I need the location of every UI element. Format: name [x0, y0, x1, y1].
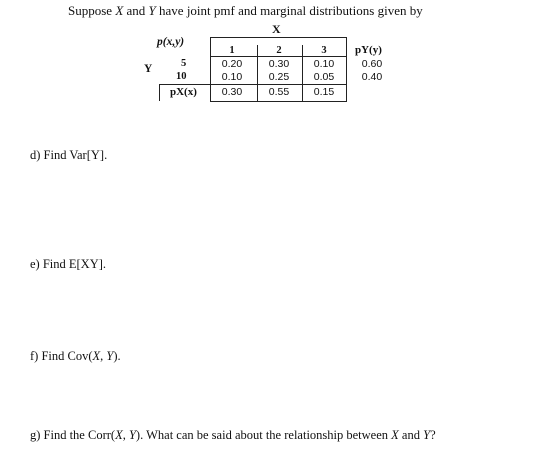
question-e: e) Find E[XY].	[30, 257, 107, 271]
intro-var-y: Y	[148, 3, 156, 18]
table-rule	[257, 45, 258, 102]
y-variable-label: Y	[144, 63, 153, 75]
question-f-sep: ,	[100, 349, 107, 363]
question-g-end: ?	[430, 428, 436, 442]
question-g-prefix: g) Find the Corr(	[30, 428, 116, 442]
question-g-var-x2: X	[391, 428, 399, 442]
question-f-var-y: Y	[106, 349, 114, 363]
table-rule	[211, 101, 346, 102]
intro-suffix: have joint pmf and marginal distributions given by	[155, 3, 423, 18]
question-f-prefix: f) Find Cov(	[30, 349, 93, 363]
px-cell: 0.15	[313, 86, 335, 98]
table-rule	[211, 56, 346, 57]
intro-mid: and	[123, 3, 149, 18]
table-rule	[346, 37, 347, 102]
question-g-var-y: Y	[128, 428, 136, 442]
px-row-label: pX(x)	[170, 86, 197, 98]
table-cell: 0.20	[221, 58, 243, 70]
py-header: pY(y)	[355, 44, 382, 56]
question-g-and: and	[398, 428, 424, 442]
x-variable-label: X	[272, 22, 281, 36]
y-value-header: 10	[176, 71, 187, 82]
table-rule	[210, 37, 211, 102]
question-f-suffix: ).	[113, 349, 121, 363]
question-g-var-y2: Y	[423, 428, 431, 442]
table-cell: 0.10	[221, 71, 243, 83]
table-cell: 0.10	[313, 58, 335, 70]
question-f	[30, 349, 121, 364]
py-cell: 0.40	[361, 71, 383, 83]
question-f-var-x: X	[92, 349, 101, 363]
table-rule	[211, 37, 346, 38]
table-rule	[302, 45, 303, 102]
question-g	[30, 428, 436, 443]
table-cell: 0.25	[268, 71, 290, 83]
question-d: d) Find Var[Y].	[30, 148, 108, 162]
corner-label: p(x,y)	[157, 36, 185, 48]
question-g-mid: ). What can be said about the relationship between	[135, 428, 392, 442]
y-value-header: 5	[181, 58, 187, 69]
table-rule	[159, 84, 160, 101]
table-cell: 0.30	[268, 58, 290, 70]
question-g-var-x: X	[115, 428, 123, 442]
px-cell: 0.55	[268, 86, 290, 98]
table-cell: 0.05	[313, 71, 335, 83]
x-value-header: 3	[321, 45, 327, 56]
question-g-sep: ,	[122, 428, 129, 442]
x-value-header: 2	[276, 45, 282, 56]
intro-text	[68, 3, 423, 19]
intro-var-x: X	[115, 3, 124, 18]
table-rule	[159, 84, 346, 85]
px-cell: 0.30	[221, 86, 243, 98]
x-value-header: 1	[229, 45, 235, 56]
intro-prefix: Suppose	[68, 3, 116, 18]
py-cell: 0.60	[361, 58, 383, 70]
